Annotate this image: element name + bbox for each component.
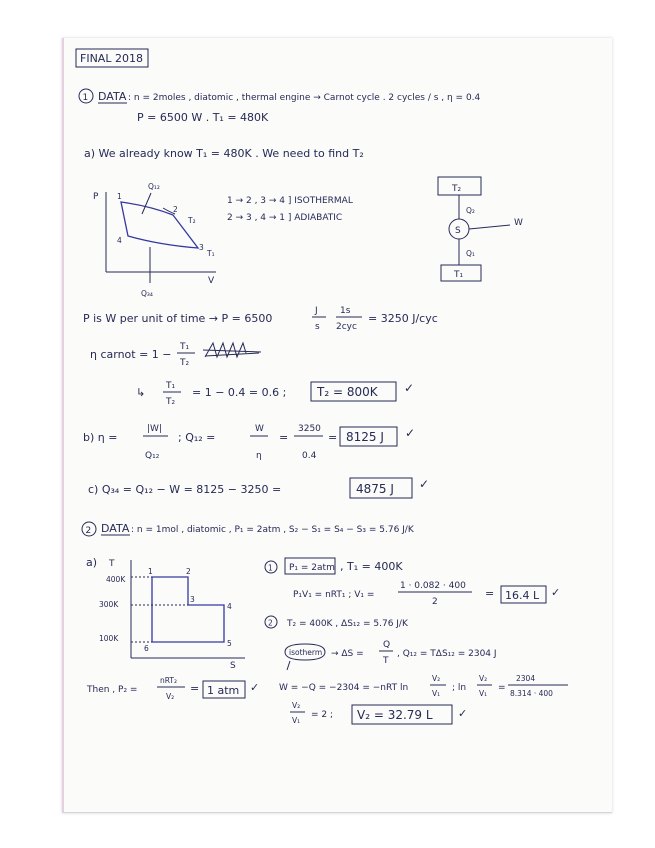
pv-t2-label: T₂ [188, 216, 196, 225]
p2-ln-frac-num: V₂ [479, 674, 488, 683]
q12-checkmark: ✓ [405, 426, 416, 440]
engine-diagram [438, 177, 523, 281]
p2-ratio-rhs: = 2 ; [311, 710, 334, 720]
p1-b-mid: ; Q₁₂ = [178, 431, 216, 444]
p1-ratio-num: T₁ [166, 381, 176, 391]
engine-q2-label: Q₂ [466, 206, 475, 215]
p1-process-adiabatic: 2 → 3 , 4 → 1 ] ADIABATIC [227, 213, 343, 223]
p1-data-label: DATA [98, 90, 127, 103]
p2-data-line: : n = 1mol , diatomic , P₁ = 2atm , S₂ − S₁ = S₄ − S₃ = 5.76 J/K [131, 525, 414, 535]
t2-answer: T₂ = 800K [317, 385, 378, 399]
p1-b-eta: η [256, 451, 262, 461]
ts-tick-400: 400K [106, 575, 126, 584]
p1-power-frac2-den: 2cyc [336, 322, 357, 332]
page-title: FINAL 2018 [80, 52, 143, 65]
engine-q1-label: Q₁ [466, 249, 475, 258]
p2-ds-text: → ΔS = [331, 649, 364, 659]
engine-t2-label: T₂ [452, 184, 462, 194]
p1-b-eq2: = [328, 431, 338, 444]
p2-a-label: a) [86, 556, 98, 569]
p1-b-eq: = [279, 431, 289, 444]
pv-point-2: 2 [173, 205, 178, 214]
v1-checkmark: ✓ [551, 586, 561, 599]
pv-q12-arrow [142, 193, 151, 214]
q34-answer: 4875 J [356, 482, 394, 496]
ts-point-4: 4 [227, 602, 232, 611]
pv-v-label: V [208, 276, 215, 286]
p1-ratio-rhs: = 1 − 0.4 = 0.6 ; [192, 386, 287, 399]
p2-ratio-den: V₁ [292, 716, 301, 725]
v1-answer: 16.4 L [505, 589, 540, 602]
p2-step1-num: 1 [268, 563, 273, 573]
p1-power-frac1-num: J [315, 306, 318, 316]
pv-point-1: 1 [117, 192, 122, 201]
p1-power-frac2-num: 1s [340, 306, 351, 316]
t2-checkmark: ✓ [404, 381, 415, 395]
p1-b-w: |W| [147, 424, 162, 434]
engine-t1-label: T₁ [454, 270, 464, 280]
pv-p-label: P [93, 192, 99, 202]
p2-p1-value: P₁ = 2atm [289, 563, 335, 573]
p2-ln-rhs-num: 2304 [516, 674, 536, 683]
ts-s-label: S [230, 661, 236, 671]
isotherm-tick [287, 661, 290, 670]
pv-q34-label: Q₃₄ [141, 289, 153, 298]
p2-ratio-num: V₂ [292, 701, 301, 710]
p2-ds-den: T [383, 656, 389, 666]
q12-answer: 8125 J [346, 430, 384, 444]
p1-b-den: 0.4 [302, 451, 317, 461]
pv-diagram [93, 182, 216, 298]
p1-b-lhs: b) η = [83, 431, 118, 444]
p2-w-text: W = −Q = −2304 = −nRT ln [279, 683, 409, 693]
p2-ln-frac-den: V₁ [479, 689, 488, 698]
v2-checkmark: ✓ [458, 707, 468, 720]
q34-checkmark: ✓ [419, 477, 430, 491]
p2-ln-text: ; ln [452, 683, 467, 693]
ts-point-1: 1 [148, 567, 153, 576]
p1-arrow: ↳ [136, 386, 146, 399]
p2-v1-num: 1 · 0.082 · 400 [400, 581, 466, 591]
problem-1-number: 1 [82, 93, 89, 103]
pv-point-4: 4 [117, 236, 122, 245]
pv-cycle-path [121, 202, 198, 248]
p2-pv-eq: P₁V₁ = nRT₁ ; V₁ = [293, 590, 375, 600]
p2-q12-text: , Q₁₂ = TΔS₁₂ = 2304 J [397, 649, 497, 659]
problem-2-number: 2 [85, 526, 92, 536]
p1-b-qabs: Q₁₂ [145, 451, 160, 461]
pv-t1-label: T₁ [207, 249, 215, 258]
p1-a-intro: a) We already know T₁ = 480K . We need to find T₂ [84, 147, 364, 160]
p2-p2-num: nRT₂ [160, 676, 178, 685]
p2-answer: 1 atm [207, 684, 240, 697]
p2-p2-den: V₂ [166, 692, 175, 701]
p2-v1-den: 2 [432, 597, 438, 607]
engine-w-arrow [469, 225, 510, 229]
pv-q12-label: Q₁₂ [148, 182, 160, 191]
p2-data-label: DATA [101, 522, 130, 535]
p1-c-line: c) Q₃₄ = Q₁₂ − W = 8125 − 3250 = [88, 483, 282, 496]
p1-b-num: 3250 [298, 424, 321, 434]
engine-s-label: S [455, 226, 461, 236]
ts-point-5: 5 [227, 639, 232, 648]
crossed-out-scribble [203, 343, 261, 357]
v2-answer: V₂ = 32.79 L [357, 708, 433, 722]
p2-step2-num: 2 [268, 618, 273, 628]
pv-point-3: 3 [199, 243, 204, 252]
p1-b-w2: W [255, 424, 264, 434]
p2-isotherm-label: isotherm [289, 648, 323, 657]
p2-checkmark: ✓ [250, 681, 260, 694]
ts-tick-100: 100K [99, 634, 119, 643]
ts-point-2: 2 [186, 567, 191, 576]
ts-cycle-path [152, 577, 224, 642]
ts-t-label: T [109, 559, 115, 569]
ts-tick-300: 300K [99, 600, 119, 609]
p1-eta-num: T₁ [180, 342, 190, 352]
ts-point-3: 3 [190, 595, 195, 604]
engine-w-label: W [514, 218, 523, 228]
p1-data-line2: P = 6500 W . T₁ = 480K [137, 111, 269, 124]
p2-w-frac-den: V₁ [432, 689, 441, 698]
p1-process-isothermal: 1 → 2 , 3 → 4 ] ISOTHERMAL [227, 196, 353, 206]
p2-ds-num: Q [383, 640, 391, 650]
p1-data-line1: : n = 2moles , diatomic , thermal engine → Carnot cycle . 2 cycles / s , η = 0.4 [128, 93, 481, 103]
p2-t2-text: T₂ = 400K , ΔS₁₂ = 5.76 J/K [287, 619, 408, 629]
p1-eta-label: η carnot = 1 − [90, 348, 172, 361]
p1-ratio-den: T₂ [166, 397, 176, 407]
p1-power-line: P is W per unit of time → P = 6500 [83, 312, 273, 325]
p2-t1-text: , T₁ = 400K [340, 560, 403, 573]
p2-ln-rhs-den: 8.314 · 400 [510, 689, 553, 698]
p1-power-result: = 3250 J/cyc [368, 312, 438, 325]
p2-v1-eq: = [485, 587, 495, 600]
ts-point-6: 6 [144, 644, 149, 653]
p2-then-text: Then , P₂ = [87, 685, 138, 695]
p1-eta-den: T₂ [180, 358, 190, 368]
ts-diagram [99, 559, 245, 671]
p2-ln-eq: = [498, 683, 506, 693]
p2-w-frac-num: V₂ [432, 674, 441, 683]
p1-power-frac1-den: s [315, 322, 320, 332]
p2-p2-eq: = [190, 682, 200, 695]
